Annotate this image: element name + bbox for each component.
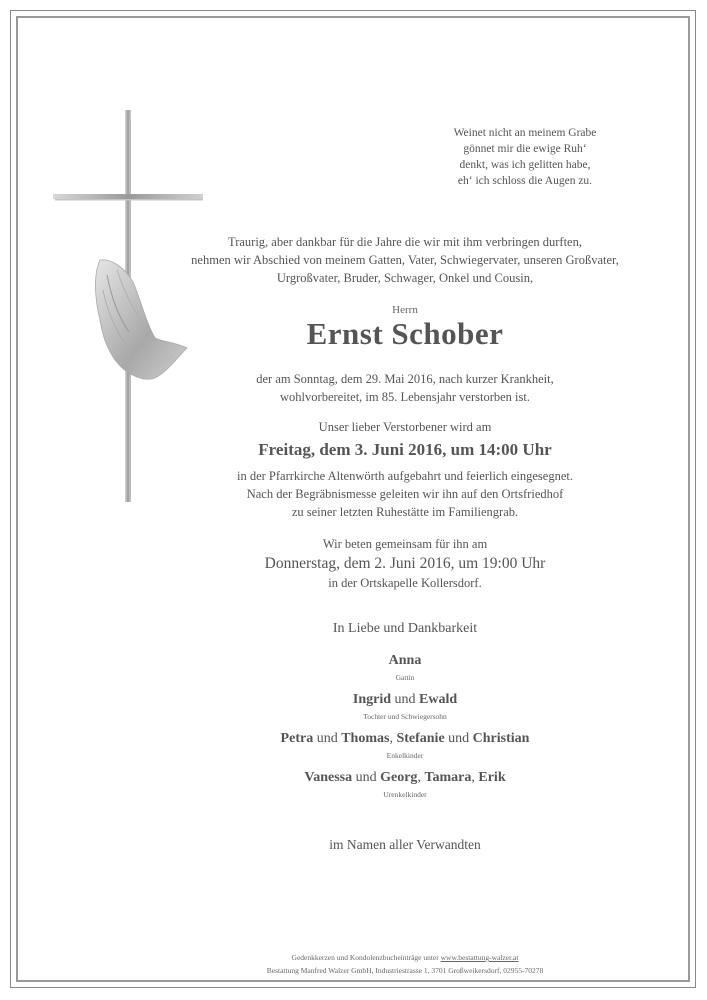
prayer-location: in der Ortskapelle Kollersdorf. <box>328 576 482 590</box>
poem-line: gönnet mir die ewige Ruh‘ <box>463 143 587 155</box>
deceased-name: Ernst Schober <box>306 316 504 351</box>
mourner-name: Georg <box>380 770 418 785</box>
love-and-gratitude: In Liebe und Dankbarkeit <box>332 621 478 636</box>
intro-line: nehmen wir Abschied von meinem Gatten, Vater, Schwiegervater, unseren Großvater, <box>191 253 619 267</box>
salutation: Herrn <box>392 304 418 316</box>
footer-line-1 <box>150 951 660 964</box>
footer <box>150 951 660 977</box>
death-line: der am Sonntag, dem 29. Mai 2016, nach kurzer Krankheit, <box>256 372 554 386</box>
footer-text: Gedenkkerzen und Kondolenzbucheinträge unter <box>291 953 441 962</box>
ceremony-text <box>150 467 660 521</box>
mourner-name: Ewald <box>419 692 458 707</box>
mourner-relation: Gattin <box>395 673 415 682</box>
funeral-date: Freitag, dem 3. Juni 2016, um 14:00 Uhr <box>258 440 552 459</box>
conjunction: und <box>391 692 419 707</box>
separator: , <box>417 770 425 785</box>
mourner-great-grandchildren <box>150 770 660 786</box>
separator: , <box>389 731 397 746</box>
mourner-name: Tamara <box>424 770 472 785</box>
mourner-anna <box>150 653 660 669</box>
footer-line-2: Bestattung Manfred Walzer GmbH, Industriestrasse 1, 3701 Großweikersdorf, 02955-70278 <box>266 966 544 975</box>
mourner-name: Anna <box>388 653 422 668</box>
ceremony-line: zu seiner letzten Ruhestätte im Familiengrab. <box>291 505 519 519</box>
mourner-relation: Enkelkinder <box>386 751 424 760</box>
mourner-ingrid-ewald <box>150 692 660 708</box>
lay-in-state-text: Unser lieber Verstorbener wird am <box>318 420 492 434</box>
mourner-relation: Urenkelkinder <box>383 790 427 799</box>
mourner-name: Christian <box>472 731 530 746</box>
intro-text <box>150 233 660 287</box>
mourner-relation: Tochter und Schwiegersohn <box>363 712 447 721</box>
conjunction: und <box>444 731 473 746</box>
intro-line: Urgroßvater, Bruder, Schwager, Onkel und Cousin, <box>276 271 534 285</box>
conjunction: und <box>352 770 381 785</box>
death-notice <box>150 370 660 406</box>
on-behalf-text: im Namen aller Verwandten <box>329 837 481 852</box>
mourner-name: Stefanie <box>396 731 445 746</box>
conjunction: und <box>313 731 342 746</box>
prayer-date: Donnerstag, dem 2. Juni 2016, um 19:00 Uhr <box>264 555 546 572</box>
mourner-name: Erik <box>478 770 506 785</box>
mourner-name: Vanessa <box>304 770 353 785</box>
mourner-grandchildren <box>150 731 660 747</box>
mourner-name: Ingrid <box>352 692 391 707</box>
poem-line: Weinet nicht an meinem Grabe <box>453 127 597 139</box>
separator: , <box>471 770 479 785</box>
ceremony-line: in der Pfarrkirche Altenwörth aufgebahrt und feierlich eingesegnet. <box>237 469 573 483</box>
poem <box>400 125 650 189</box>
mourner-name: Thomas <box>341 731 390 746</box>
website-link[interactable]: www.bestattung-walzer.at <box>440 953 519 962</box>
poem-line: denkt, was ich gelitten habe, <box>459 159 591 171</box>
mourner-name: Petra <box>280 731 314 746</box>
prayer-intro: Wir beten gemeinsam für ihn am <box>322 537 488 551</box>
ceremony-line: Nach der Begräbnismesse geleiten wir ihn auf den Ortsfriedhof <box>246 487 564 501</box>
poem-line: eh‘ ich schloss die Augen zu. <box>457 175 593 187</box>
death-line: wohlvorbereitet, im 85. Lebensjahr verstorben ist. <box>280 390 530 404</box>
intro-line: Traurig, aber dankbar für die Jahre die wir mit ihm verbringen durften, <box>228 235 582 249</box>
